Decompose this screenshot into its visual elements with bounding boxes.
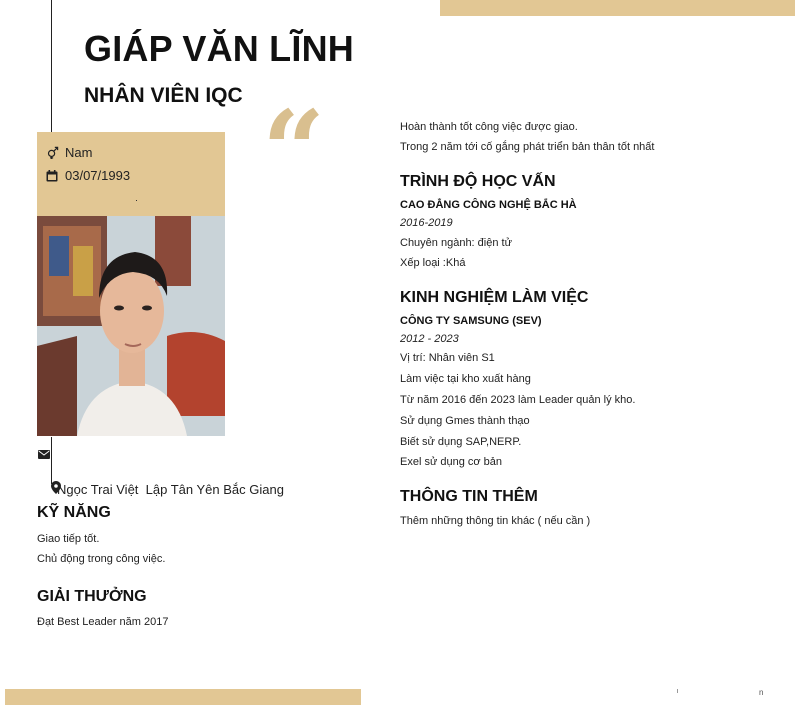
experience-detail: Từ năm 2016 đến 2023 làm Leader quản lý kho. — [400, 394, 636, 406]
quote-mark: “ — [262, 86, 326, 215]
skill-item: Giao tiếp tốt. — [37, 533, 100, 545]
experience-detail: Vị trí: Nhân viên S1 — [400, 352, 495, 364]
experience-detail: Exel sử dụng cơ bản — [400, 456, 503, 468]
education-period: 2016-2019 — [400, 217, 453, 229]
footer-tick — [677, 689, 678, 693]
job-title: NHÂN VIÊN IQC — [84, 84, 243, 107]
education-detail: Chuyên ngành: điện tử — [400, 237, 512, 249]
address-value: Ngọc Trai Việt Lập Tân Yên Bắc Giang — [57, 481, 284, 497]
objective-item: Hoàn thành tốt công việc được giao. — [400, 121, 578, 133]
top-accent-bar — [440, 0, 795, 16]
objective-item: Trong 2 năm tới cố gắng phát triển bản thân tốt nhất — [400, 141, 655, 153]
calendar-icon — [45, 169, 59, 183]
birthday-row — [45, 168, 130, 183]
company-name: CÔNG TY SAMSUNG (SEV) — [400, 315, 542, 327]
gender-value: Nam — [65, 145, 93, 160]
additional-item: Thêm những thông tin khác ( nếu cần ) — [400, 515, 591, 527]
school-name: CAO ĐẲNG CÔNG NGHỆ BẮC HÀ — [400, 199, 577, 211]
vertical-divider-top — [51, 0, 52, 133]
experience-detail: Làm việc tại kho xuất hàng — [400, 373, 531, 385]
experience-detail: Biết sử dụng SAP,NERP. — [400, 436, 522, 448]
skills-title: KỸ NĂNG — [37, 504, 111, 521]
experience-detail: Sử dụng Gmes thành thạo — [400, 415, 530, 427]
mail-icon — [38, 446, 50, 455]
personal-info-box — [37, 132, 225, 216]
bottom-accent-bar — [5, 689, 361, 705]
candidate-name: GIÁP VĂN LĨNH — [84, 28, 354, 69]
education-title: TRÌNH ĐỘ HỌC VẤN — [400, 173, 556, 190]
additional-title: THÔNG TIN THÊM — [400, 488, 538, 505]
skill-item: Chủ động trong công việc. — [37, 553, 166, 565]
award-item: Đạt Best Leader năm 2017 — [37, 616, 169, 628]
decorative-dot — [136, 200, 137, 201]
education-detail: Xếp loại :Khá — [400, 257, 466, 269]
experience-period: 2012 - 2023 — [400, 333, 459, 345]
gender-row — [45, 145, 92, 160]
experience-title: KINH NGHIỆM LÀM VIỆC — [400, 289, 589, 306]
awards-title: GIẢI THƯỞNG — [37, 588, 147, 605]
profile-photo — [37, 216, 225, 436]
birthday-value: 03/07/1993 — [65, 168, 131, 183]
footer-mark: n — [759, 688, 764, 697]
gender-icon — [45, 146, 59, 160]
